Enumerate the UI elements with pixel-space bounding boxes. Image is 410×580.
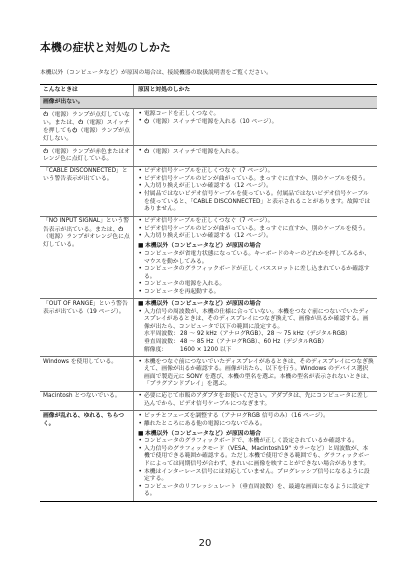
header-remedy: 原因と対処のしかた	[138, 86, 191, 93]
intro-note: 本機以外（コンピュータなど）が原因の場合は、接続機器の取扱説明書をご覧ください。	[40, 70, 272, 76]
remedy-cell	[134, 392, 377, 411]
text-segment: （電源）ランプがオレンジ色に点灯している。	[43, 234, 130, 248]
remedy-bullet: • コンピュータのグラフィックボードが正しくバススロットに差し込まれているか確認する。	[138, 266, 374, 281]
remedy-cell	[134, 109, 377, 145]
remedy-bullet: • ビデオ信号ケーブルを正しくつなぐ（7 ページ）。	[138, 168, 374, 176]
remedy-cell	[134, 167, 377, 216]
table-row	[40, 299, 377, 357]
remedy-bullet: • 本機はインターレース信号には対応していません。プログレッシブ信号になるように設定する。	[138, 469, 374, 484]
remedy-bullet: • ビデオ信号ケーブルを正しくつなぐ（7 ページ）。	[138, 218, 374, 226]
symptom-cell	[40, 109, 134, 145]
spec-value: 28 ～ 92 kHz（アナログRGB）、28 ～ 75 kHz（デジタルRGB）	[180, 331, 351, 338]
remedy-bullet: • ピッチとフェーズを調整する（アナログRGB 信号のみ）（16 ページ）。	[138, 413, 374, 421]
power-icon	[72, 127, 78, 133]
symptom-cell: 「OUT OF RANGE」という警告表示が出ている（19 ページ）。	[40, 299, 134, 356]
power-icon	[43, 148, 49, 154]
spec-label: 水平周波数：	[144, 331, 179, 338]
table-body	[40, 109, 377, 501]
remedy-bullet: • 入力信号の周波数が、本機の仕様に合っていない。本機をつなぐ前につないでいたディスプレイがあるときは、そのディスプレイにつなぎ換えて、画像が出るか確認する。画像が出たら、コンピュータで以下の範囲に設定する。	[138, 309, 374, 332]
remedy-bullet: • コンピュータのグラフィックボードで、本機が正しく設定されているか確認する。	[138, 438, 374, 446]
remedy-bullet: • 入力切り換えが正しいか確認する（12 ページ）。	[138, 233, 374, 241]
spec-label: 解像度：	[144, 346, 168, 353]
spec-value: 1600 × 1200 以下	[180, 346, 232, 353]
power-icon	[144, 148, 150, 154]
table-row	[40, 109, 377, 146]
troubleshooting-table	[40, 84, 377, 502]
remedy-bullet: • 必要に応じて市販のアダプタをお使いください。アダプタは、先にコンピュータに差し込んでから、ビデオ信号ケーブルにつなぎます。	[138, 393, 374, 408]
table-row	[40, 411, 377, 501]
table-row	[40, 357, 377, 392]
remedy-bullet: • コンピュータが省電力状態になっている。キーボードのキーのどれかを押してみるか、マウスを動かしてみる。	[138, 251, 374, 266]
remedy-bullet	[138, 118, 374, 126]
remedy-bullet: • 入力信号のグラフィックモード（VESA、Macintosh19" カラーなど）と周波数が、本機で使用できる範囲か確認する。ただし本機で使用できる範囲でも、グラフィックボードによっては同期信号が合わず、きれいに画像を映すことができない場合があります。	[138, 446, 374, 469]
remedy-cell	[134, 357, 377, 391]
symptom-cell	[40, 217, 134, 299]
power-icon	[144, 118, 150, 124]
spec-line	[138, 347, 374, 355]
remedy-cell	[134, 146, 377, 165]
remedy-cell	[134, 299, 377, 356]
page-title: 本機の症状と対処のしかた	[40, 41, 171, 54]
spec-line	[138, 331, 374, 339]
symptom-cell: Macintosh とつないでいる。	[40, 392, 134, 411]
remedy-bullet: • コンピュータの電源を入れる。	[138, 281, 374, 289]
remedy-bullet	[138, 148, 374, 156]
cause-heading: ■ 本機以外（コンピュータなど）が原因の場合	[138, 301, 374, 309]
cause-heading: ■ 本機以外（コンピュータなど）が原因の場合	[138, 431, 374, 439]
header-symptom: こんなときは	[40, 85, 134, 96]
page-number: 20	[198, 538, 212, 549]
remedy-cell	[134, 411, 377, 501]
spec-label: 垂直周波数：	[144, 339, 179, 345]
remedy-bullet: • コンピュータを再起動する。	[138, 289, 374, 297]
remedy-bullet: • ビデオ信号ケーブルのピンが曲がっている。まっすぐに直すか、別のケーブルを使う。	[138, 226, 374, 234]
remedy-bullet: • ビデオ信号ケーブルのピンが曲がっている。まっすぐに直すか、別のケーブルを使う。	[138, 176, 374, 184]
table-row	[40, 167, 377, 217]
text-segment: （電源）ランプが点灯していない。または、	[43, 111, 130, 126]
cause-heading: ■ 本機以外（コンピュータなど）が原因の場合	[138, 243, 374, 251]
spec-line	[138, 339, 374, 347]
text-segment: （電源）スイッチで電源を入れる（10 ページ）。	[149, 118, 278, 125]
text-segment: 「NO INPUT SIGNAL」という警告表示が出ている。または、	[43, 218, 130, 233]
remedy-bullet: • 本機をつなぐ前につないでいたディスプレイがあるときは、そのディスプレイにつなぎ換えて、画像が出るか確認する。画像が出たら、以下を行う。Windows のデバイス選択画面で製造元に SONY を選び、本機の型名を選ぶ。本機の型名が表示されないときは、「プラグアンドプレイ」を選ぶ。	[138, 359, 374, 389]
remedy-bullet: • 電源コードを正しくつなぐ。	[138, 111, 374, 119]
text-segment: （電源）ランプが赤色またはオレンジ色に点灯している。	[43, 148, 130, 163]
table-header-row	[40, 85, 377, 97]
spec-value: 48 ～ 85 Hz（アナログRGB）、60 Hz（デジタルRGB）	[180, 339, 328, 345]
power-icon	[43, 111, 49, 117]
text-segment: （電源）ランプが点灯しない。	[43, 128, 130, 142]
remedy-bullet: • 入力切り換えが正しいか確認する（12 ページ）。	[138, 183, 374, 191]
remedy-bullet: • 付属品ではないビデオ信号ケーブルを使っている。付属品ではないビデオ信号ケーブルを使っていると、「CABLE DISCONNECTED」と表示されることがあります。故障ではありません。	[138, 191, 374, 214]
section-heading: 画像が出ない。	[40, 97, 377, 109]
text-segment: （電源）スイッチで電源を入れる。	[149, 148, 243, 155]
remedy-bullet: • 離れたところにある他の電源につないでみる。	[138, 421, 374, 429]
text-segment: （電源）スイッチを押しても	[43, 119, 130, 135]
symptom-cell	[40, 146, 134, 165]
remedy-bullet: • コンピュータのリフレッシュレート（垂直周波数）を、最適な画面になるように設定する。	[138, 484, 374, 499]
table-row	[40, 392, 377, 412]
table-row	[40, 146, 377, 166]
remedy-cell	[134, 217, 377, 299]
symptom-cell: 「CABLE DISCONNECTED」という警告表示が出ている。	[40, 167, 134, 216]
table-row	[40, 217, 377, 300]
symptom-cell: Windows を使用している。	[40, 357, 134, 391]
power-icon	[118, 226, 124, 232]
power-icon	[78, 119, 84, 125]
symptom-cell: 画像が乱れる、ゆれる、ちらつく。	[40, 411, 134, 501]
